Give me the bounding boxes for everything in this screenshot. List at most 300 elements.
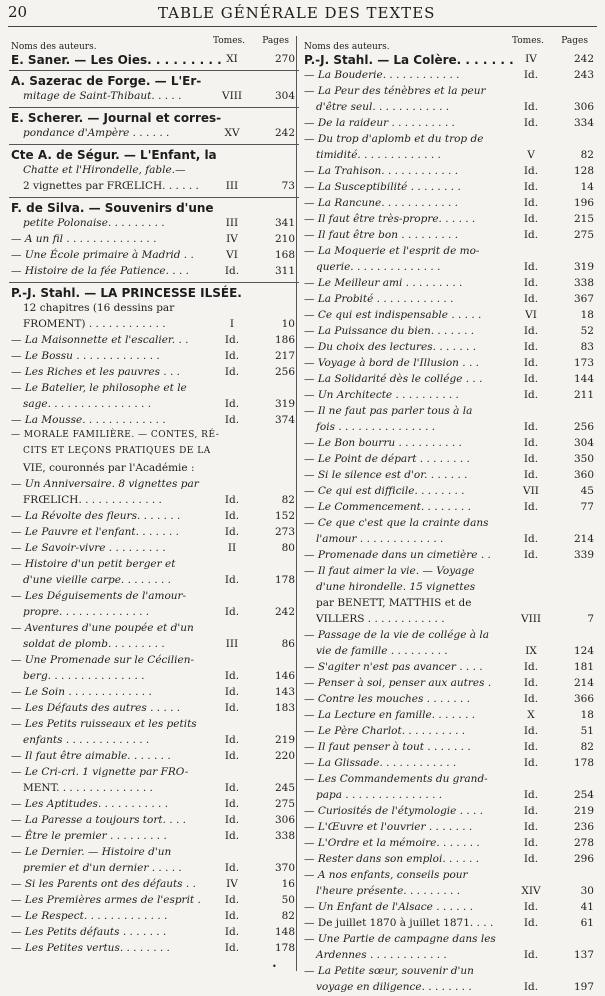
table-row xyxy=(302,868,598,884)
entry-tome: Id. xyxy=(523,693,539,705)
entry-tome: Id. xyxy=(523,293,539,305)
entry-page: 339 xyxy=(573,549,594,561)
entry-tome: IV xyxy=(525,53,537,65)
table-row xyxy=(302,900,598,916)
table-row xyxy=(9,509,299,525)
entry-tome: Id. xyxy=(224,574,240,586)
entry-tome: Id. xyxy=(523,853,539,865)
entry-tome: Id. xyxy=(523,213,539,225)
entry-tome: Id. xyxy=(224,686,240,698)
entry-page: 82 xyxy=(281,910,295,922)
table-row xyxy=(9,349,299,365)
entry-page: 45 xyxy=(580,485,594,497)
table-row xyxy=(302,52,598,68)
entry-page: 304 xyxy=(274,90,295,102)
entry-page: 210 xyxy=(274,233,295,245)
entry-page: 219 xyxy=(573,805,594,817)
right-column xyxy=(302,36,598,996)
entry-title: — Il faut être très-propre. . . . . . xyxy=(304,213,476,225)
table-row xyxy=(9,381,299,397)
entry-tome: Id. xyxy=(523,261,539,273)
entry-title: — La Mousse. . . . . . . . . . . . . xyxy=(11,414,166,426)
entry-page: 338 xyxy=(573,277,594,289)
entry-tome: Id. xyxy=(523,501,539,513)
entry-tome: Id. xyxy=(224,334,240,346)
entry-page: 16 xyxy=(281,878,295,890)
table-row xyxy=(9,110,299,126)
header-tomes: Tomes. xyxy=(511,36,544,46)
entry-page: 367 xyxy=(573,293,594,305)
entry-title: Ardennes . . . . . . . . . . . . xyxy=(316,949,447,961)
entry-title: d'être seul. . . . . . . . . . . . xyxy=(316,101,450,113)
entry-title: 12 chapitres (16 dessins par xyxy=(23,302,175,314)
entry-title: — Ce qui est indispensable . . . . . xyxy=(304,309,482,321)
entry-tome: Id. xyxy=(523,469,539,481)
entry-page: 341 xyxy=(274,217,295,229)
table-row xyxy=(302,724,598,740)
table-row xyxy=(302,372,598,388)
entry-page: 319 xyxy=(274,398,295,410)
entry-title: — Contre les mouches . . . . . . . xyxy=(304,693,471,705)
entry-page: 168 xyxy=(274,249,295,261)
table-row xyxy=(9,126,299,142)
entry-title: — Les Défauts des autres . . . . . xyxy=(11,702,181,714)
table-row xyxy=(302,308,598,324)
entry-page: 7 xyxy=(587,613,594,625)
entry-page: 178 xyxy=(274,942,295,954)
table-row xyxy=(302,500,598,516)
table-row xyxy=(302,964,598,980)
entry-title: — Il faut aimer la vie. — Voyage xyxy=(304,565,475,577)
entry-tome: V xyxy=(527,149,535,161)
entry-tome: Id. xyxy=(523,821,539,833)
entry-tome: Id. xyxy=(523,437,539,449)
table-row xyxy=(302,708,598,724)
entry-tome: Id. xyxy=(523,549,539,561)
table-row xyxy=(9,147,299,163)
entry-title: — A nos enfants, conseils pour xyxy=(304,869,468,881)
table-row xyxy=(302,244,598,260)
table-row xyxy=(302,916,598,932)
entry-page: 186 xyxy=(274,334,295,346)
entry-tome: Id. xyxy=(523,197,539,209)
entry-title: — Les Petits défauts . . . . . . . xyxy=(11,926,167,938)
entry-title: — La Peur des ténèbres et la peur xyxy=(304,85,486,97)
entry-title: — Le Respect. . . . . . . . . . . . . xyxy=(11,910,168,922)
entry-tome: Id. xyxy=(523,949,539,961)
table-row xyxy=(302,452,598,468)
entry-title: — Un Enfant de l'Alsace . . . . . . xyxy=(304,901,473,913)
entry-page: 183 xyxy=(274,702,295,714)
entry-page: 211 xyxy=(573,389,594,401)
entry-tome: Id. xyxy=(523,741,539,753)
table-row xyxy=(9,73,299,89)
entry-page: 338 xyxy=(274,830,295,842)
entry-tome: Id. xyxy=(224,894,240,906)
entry-title: — Il faut être bon . . . . . . . . . xyxy=(304,229,459,241)
entry-tome: Id. xyxy=(523,389,539,401)
entry-tome: Id. xyxy=(224,814,240,826)
table-row xyxy=(302,884,598,900)
entry-title: — Aventures d'une poupée et d'un xyxy=(11,622,194,634)
entry-tome: Id. xyxy=(523,181,539,193)
table-row xyxy=(302,164,598,180)
entry-tome: Id. xyxy=(523,805,539,817)
header-pages: Pages xyxy=(262,36,289,46)
table-row xyxy=(302,580,598,596)
entry-page: 242 xyxy=(573,53,594,65)
entry-title: premier et d'un dernier . . . . . xyxy=(23,862,182,874)
table-row xyxy=(9,365,299,381)
table-row xyxy=(9,461,299,477)
entry-page: 219 xyxy=(274,734,295,746)
entry-title: querie. . . . . . . . . . . . . . xyxy=(316,261,441,273)
entry-title: — Les Aptitudes. . . . . . . . . . . xyxy=(11,798,169,810)
entry-title: d'une hirondelle. 15 vignettes xyxy=(316,581,476,593)
left-column xyxy=(9,36,299,957)
table-row xyxy=(302,564,598,580)
entry-page: 220 xyxy=(274,750,295,762)
entry-tome: Id. xyxy=(224,782,240,794)
entry-title: — La Petite sœur, souvenir d'un xyxy=(304,965,474,977)
table-row xyxy=(9,333,299,349)
entry-title: — Penser à soi, penser aux autres . xyxy=(304,677,492,689)
entry-title: — Le Père Charlot. . . . . . . . . . xyxy=(304,725,466,737)
entry-title: — La Puissance du bien. . . . . . . xyxy=(304,325,475,337)
entry-tome: Id. xyxy=(224,734,240,746)
table-row xyxy=(302,932,598,948)
page-number: 20 xyxy=(8,3,28,21)
table-row xyxy=(9,477,299,493)
entry-page: 10 xyxy=(281,318,295,330)
entry-page: 14 xyxy=(580,181,594,193)
entry-title: — Les Petites vertus. . . . . . . . xyxy=(11,942,170,954)
header-tomes: Tomes. xyxy=(212,36,245,46)
table-row xyxy=(9,797,299,813)
column-header xyxy=(9,36,299,52)
table-row xyxy=(302,356,598,372)
entry-page: 61 xyxy=(580,917,594,929)
entry-title: — Histoire d'un petit berger et xyxy=(11,558,176,570)
entry-page: 217 xyxy=(274,350,295,362)
entry-tome: Id. xyxy=(523,453,539,465)
entry-title: — La Probité . . . . . . . . . . . . xyxy=(304,293,454,305)
entry-tome: Id. xyxy=(224,414,240,426)
entry-title: — L'Ordre et la mémoire. . . . . . . xyxy=(304,837,480,849)
table-row xyxy=(9,317,299,333)
entry-page: 83 xyxy=(580,341,594,353)
entry-title: par BENETT, MATTHIS et de xyxy=(316,597,472,609)
table-row xyxy=(9,669,299,685)
table-row xyxy=(302,596,598,612)
entry-title: — Il ne faut pas parler tous à la xyxy=(304,405,473,417)
entry-page: 374 xyxy=(274,414,295,426)
table-row xyxy=(9,813,299,829)
page-title: TABLE GÉNÉRALE DES TEXTES xyxy=(158,4,436,22)
entry-title: — Ce qui est difficile. . . . . . . . xyxy=(304,485,465,497)
entry-tome: Id. xyxy=(523,757,539,769)
table-row xyxy=(9,413,299,429)
entry-page: 181 xyxy=(573,661,594,673)
entry-title: — La Paresse a toujours tort. . . . xyxy=(11,814,186,826)
entry-page: 242 xyxy=(274,127,295,139)
entry-tome: Id. xyxy=(224,798,240,810)
entry-page: 273 xyxy=(274,526,295,538)
entry-tome: Id. xyxy=(224,510,240,522)
header-authors: Noms des auteurs. xyxy=(304,42,390,52)
entry-page: 137 xyxy=(573,949,594,961)
entry-tome: II xyxy=(227,542,237,554)
table-row xyxy=(302,628,598,644)
entry-tome: Id. xyxy=(224,910,240,922)
entry-title: propre. . . . . . . . . . . . . . xyxy=(23,606,150,618)
table-row xyxy=(9,429,299,445)
entry-title: — La Moquerie et l'esprit de mo- xyxy=(304,245,480,257)
entry-tome: Id. xyxy=(224,862,240,874)
entry-page: 242 xyxy=(274,606,295,618)
entry-title: E. Saner. — Les Oies. . . . . . . . . xyxy=(11,53,222,67)
entry-tome: Id. xyxy=(523,373,539,385)
table-row xyxy=(302,132,598,148)
entry-tome: Id. xyxy=(224,526,240,538)
table-row xyxy=(9,264,299,280)
entry-page: 236 xyxy=(573,821,594,833)
entry-tome: Id. xyxy=(523,357,539,369)
entry-tome: Id. xyxy=(523,101,539,113)
entry-tome: Id. xyxy=(224,494,240,506)
entry-title: — Si le silence est d'or. . . . . . . xyxy=(304,469,468,481)
entry-title: P.-J. Stahl. — La Colère. . . . . . . xyxy=(304,53,514,67)
entry-title: — De la raideur . . . . . . . . . . xyxy=(304,117,455,129)
table-row xyxy=(302,532,598,548)
table-row xyxy=(9,52,299,68)
entry-page: 82 xyxy=(580,149,594,161)
entry-title: mitage de Saint-Thibaut. . . . . xyxy=(23,90,182,102)
entry-title: voyage en diligence. . . . . . . . xyxy=(316,981,472,993)
entry-tome: Id. xyxy=(523,725,539,737)
table-row xyxy=(302,276,598,292)
table-row xyxy=(9,232,299,248)
table-row xyxy=(9,749,299,765)
author-separator xyxy=(9,197,299,198)
table-row xyxy=(302,436,598,452)
table-row xyxy=(302,84,598,100)
entry-title: — La Bouderie. . . . . . . . . . . . xyxy=(304,69,460,81)
table-row xyxy=(9,557,299,573)
entry-title: VILLERS . . . . . . . . . . . . xyxy=(316,613,445,625)
table-row xyxy=(302,324,598,340)
entry-page: 173 xyxy=(573,357,594,369)
entry-page: 86 xyxy=(281,638,295,650)
entry-title: pondance d'Ampère . . . . . . xyxy=(23,127,170,139)
entry-title: soldat de plomb. . . . . . . . . xyxy=(23,638,165,650)
table-row xyxy=(302,292,598,308)
entry-tome: Id. xyxy=(523,229,539,241)
entry-title: l'amour . . . . . . . . . . . . . xyxy=(316,533,444,545)
entry-page: 144 xyxy=(573,373,594,385)
entry-tome: III xyxy=(225,180,239,192)
table-row xyxy=(302,100,598,116)
table-row xyxy=(9,541,299,557)
table-row xyxy=(9,525,299,541)
entry-title: papa . . . . . . . . . . . . . . . xyxy=(316,789,443,801)
entry-tome: VIII xyxy=(221,90,243,102)
entry-tome: Id. xyxy=(523,789,539,801)
entry-page: 82 xyxy=(580,741,594,753)
table-row xyxy=(302,68,598,84)
table-row xyxy=(9,909,299,925)
entry-title: 2 vignettes par FRŒLICH. . . . . . xyxy=(23,180,199,192)
entry-page: 77 xyxy=(580,501,594,513)
entry-title: enfants . . . . . . . . . . . . . xyxy=(23,734,150,746)
entry-tome: Id. xyxy=(523,837,539,849)
table-row xyxy=(9,179,299,195)
table-row xyxy=(9,829,299,845)
table-row xyxy=(9,845,299,861)
entry-title: — Il faut être aimable. . . . . . . xyxy=(11,750,171,762)
entry-page: 82 xyxy=(281,494,295,506)
entry-page: 296 xyxy=(573,853,594,865)
entry-title: — Le Dernier. — Histoire d'un xyxy=(11,846,172,858)
entry-tome: XIV xyxy=(521,885,541,897)
entry-tome: Id. xyxy=(523,533,539,545)
entry-title: — MORALE FAMILIÈRE. — CONTES, RÉ- xyxy=(11,430,220,440)
entry-tome: X xyxy=(527,709,535,721)
table-row xyxy=(9,781,299,797)
table-row xyxy=(302,260,598,276)
header-authors: Noms des auteurs. xyxy=(11,42,97,52)
table-row xyxy=(9,301,299,317)
entry-title: vie de famille . . . . . . . . . xyxy=(316,645,448,657)
entry-tome: Id. xyxy=(523,325,539,337)
entry-page: 270 xyxy=(274,53,295,65)
table-row xyxy=(302,788,598,804)
entry-title: — Le Soin . . . . . . . . . . . . . xyxy=(11,686,152,698)
entry-title: Cte A. de Ségur. — L'Enfant, la xyxy=(11,148,217,162)
entry-page: 275 xyxy=(573,229,594,241)
table-row xyxy=(302,228,598,244)
entry-page: 370 xyxy=(274,862,295,874)
entry-tome: XI xyxy=(226,53,238,65)
table-row xyxy=(302,852,598,868)
entry-page: 311 xyxy=(274,265,295,277)
table-row xyxy=(9,861,299,877)
entry-title: E. Scherer. — Journal et corres- xyxy=(11,111,222,125)
entry-page: 254 xyxy=(573,789,594,801)
entry-title: — La Lecture en famille. . . . . . . xyxy=(304,709,476,721)
table-row xyxy=(302,804,598,820)
table-row xyxy=(9,248,299,264)
table-row xyxy=(302,340,598,356)
entry-page: 80 xyxy=(281,542,295,554)
entry-title: — A un fil . . . . . . . . . . . . . . xyxy=(11,233,157,245)
table-row xyxy=(302,516,598,532)
table-row xyxy=(9,877,299,893)
entry-page: 128 xyxy=(573,165,594,177)
table-row xyxy=(9,621,299,637)
entry-page: 278 xyxy=(573,837,594,849)
entry-page: 319 xyxy=(573,261,594,273)
entry-page: 18 xyxy=(580,709,594,721)
table-row xyxy=(302,836,598,852)
entry-tome: Id. xyxy=(224,366,240,378)
entry-title: — La Maisonnette et l'escalier. . . xyxy=(11,334,189,346)
table-row xyxy=(302,660,598,676)
author-separator xyxy=(9,107,299,108)
table-row xyxy=(9,200,299,216)
table-row xyxy=(302,148,598,164)
entry-tome: Id. xyxy=(523,901,539,913)
entry-title: — Du trop d'aplomb et du trop de xyxy=(304,133,484,145)
entry-title: — Le Commencement. . . . . . . . xyxy=(304,501,471,513)
entry-page: 124 xyxy=(573,645,594,657)
entry-page: 146 xyxy=(274,670,295,682)
entry-page: 148 xyxy=(274,926,295,938)
entry-title: — Les Riches et les pauvres . . . xyxy=(11,366,180,378)
table-row xyxy=(9,717,299,733)
entry-page: 256 xyxy=(573,421,594,433)
entry-title: — Le Meilleur ami . . . . . . . . . xyxy=(304,277,463,289)
table-row xyxy=(9,653,299,669)
header-rule xyxy=(8,26,597,27)
entry-tome: Id. xyxy=(523,69,539,81)
entry-tome: Id. xyxy=(523,117,539,129)
entry-tome: I xyxy=(229,318,235,330)
table-row xyxy=(9,605,299,621)
entry-tome: III xyxy=(225,217,239,229)
table-row xyxy=(302,740,598,756)
right-entries xyxy=(302,52,598,996)
entry-title: — La Solidarité dès le collége . . . xyxy=(304,373,483,385)
entry-page: 41 xyxy=(580,901,594,913)
entry-tome: Id. xyxy=(523,917,539,929)
table-row xyxy=(302,820,598,836)
entry-tome: IV xyxy=(226,878,238,890)
entry-tome: Id. xyxy=(224,670,240,682)
entry-title: — Rester dans son emploi. . . . . . xyxy=(304,853,480,865)
entry-title: d'une vieille carpe. . . . . . . . xyxy=(23,574,171,586)
table-row xyxy=(9,941,299,957)
entry-title: — La Glissade. . . . . . . . . . . . xyxy=(304,757,457,769)
entry-title: MENT. . . . . . . . . . . . . . . xyxy=(23,782,153,794)
entry-tome: Id. xyxy=(523,421,539,433)
entry-title: fois . . . . . . . . . . . . . . . xyxy=(316,421,436,433)
entry-title: — Curiosités de l'étymologie . . . . xyxy=(304,805,484,817)
entry-tome: Id. xyxy=(523,981,539,993)
entry-page: 178 xyxy=(573,757,594,769)
table-row xyxy=(302,548,598,564)
table-row xyxy=(9,285,299,301)
entry-title: — Voyage à bord de l'Illusion . . . xyxy=(304,357,479,369)
entry-title: — La Trahison. . . . . . . . . . . . xyxy=(304,165,459,177)
entry-title: timidité. . . . . . . . . . . . . xyxy=(316,149,441,161)
entry-tome: Id. xyxy=(224,606,240,618)
entry-title: — Ce que c'est que la crainte dans xyxy=(304,517,489,529)
entry-tome: Id. xyxy=(224,350,240,362)
entry-title: — Les Premières armes de l'esprit . xyxy=(11,894,201,906)
entry-page: 275 xyxy=(274,798,295,810)
entry-page: 51 xyxy=(580,725,594,737)
entry-title: — Le Cri-cri. 1 vignette par FRO- xyxy=(11,766,189,778)
entry-tome: Id. xyxy=(224,942,240,954)
entry-page: 152 xyxy=(274,510,295,522)
entry-tome: Id. xyxy=(224,265,240,277)
entry-title: — Le Savoir-vivre . . . . . . . . . xyxy=(11,542,166,554)
entry-title: sage. . . . . . . . . . . . . . . . xyxy=(23,398,152,410)
entry-title: P.-J. Stahl. — LA PRINCESSE ILSÉE. xyxy=(11,286,242,300)
table-row xyxy=(9,589,299,605)
entry-title: — Les Déguisements de l'amour- xyxy=(11,590,187,602)
